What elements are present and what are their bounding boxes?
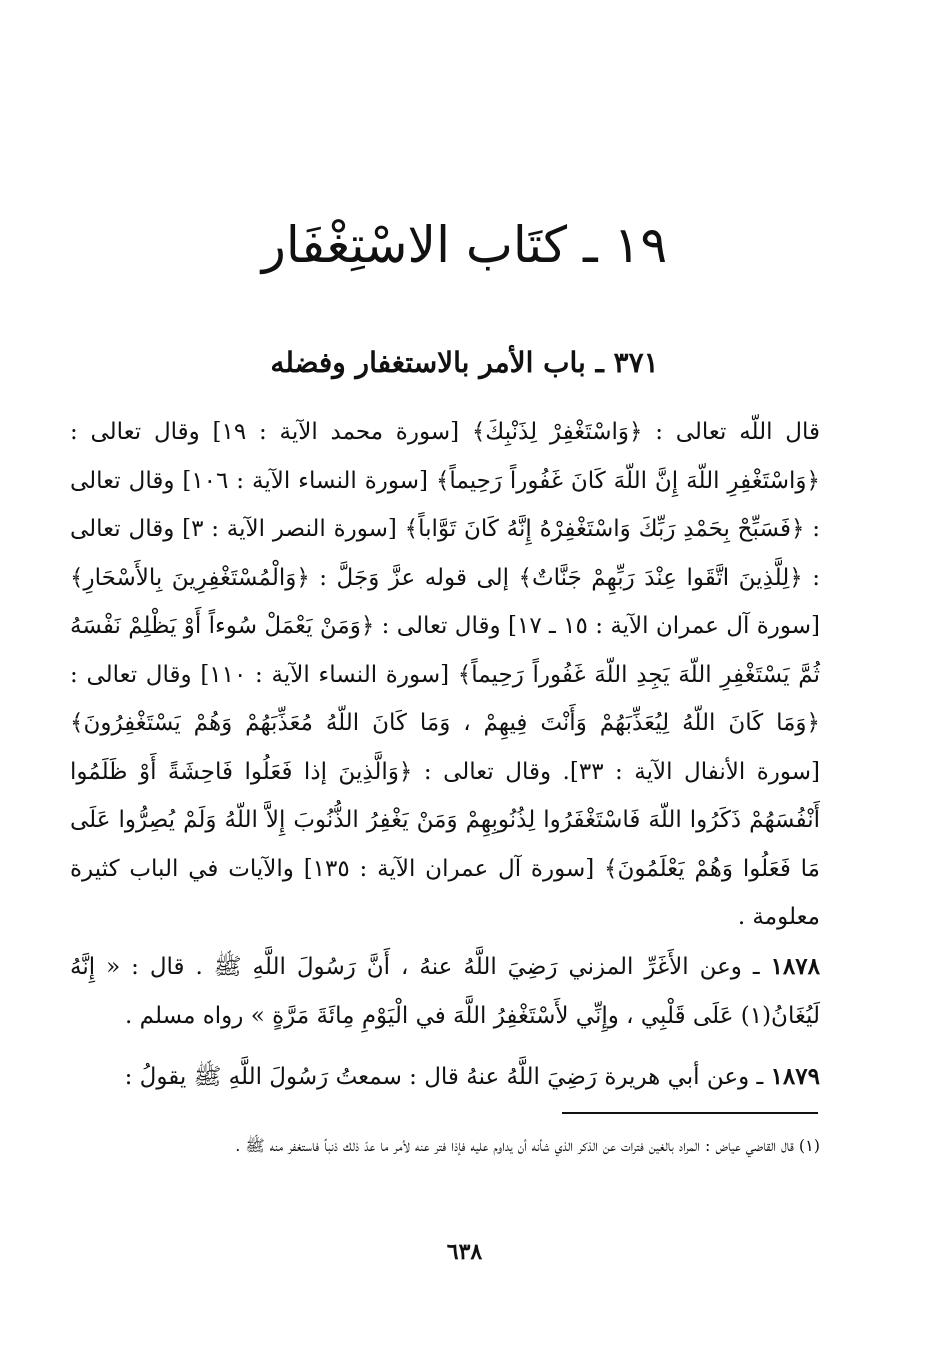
footnote: (١) قال القاضي عياض : المراد بالغين فترات عن الذكر الذي شأنه أن يداوم عليه فإذا فتر عنه لأمر ما عدّ ذلك ذنباً فاستغفر منه ﷺ .: [235, 1136, 820, 1155]
page-number: ٦٣٨: [446, 1239, 483, 1265]
hadith-1879: [70, 1053, 820, 1102]
hadith-text: ـ وعن الأَغَرِّ المزني رَضِيَ اللَّهُ عنهُ ، أَنَّ رَسُولَ اللَّهِ ﷺ . قال : « إِنَّهُ لَيُغَانُ(١) عَلَى قَلْبِي ، وإِنِّي لأَسْتَغْفِرُ اللَّهَ في الْيَوْمِ مِائَةَ مَرَّةٍ » رواه مسلم .: [70, 954, 820, 1029]
hadith-number: ١٨٧٩: [770, 1063, 820, 1090]
hadith-text: ـ وعن أبي هريرة رَضِيَ اللَّهُ عنهُ قال : سمعتُ رَسُولَ اللَّهِ ﷺ يقولُ :: [124, 1064, 764, 1090]
body-paragraph: قال اللّه تعالى : ﴿وَاسْتَغْفِرْ لِذَنْبِكَ﴾ [سورة محمد الآية : ١٩] وقال تعالى : ﴿وَاسْتَغْفِرِ اللّهَ إِنَّ اللّهَ كَانَ غَفُوراً رَحِيماً﴾ [سورة النساء الآية : ١٠٦] وقال تعالى : ﴿فَسَبِّحْ بِحَمْدِ رَبِّكَ وَاسْتَغْفِرْهُ إِنَّهُ كَانَ تَوَّاباً﴾ [سورة النصر الآية : ٣] وقال تعالى : ﴿لِلَّذِينَ اتَّقَوا عِنْدَ رَبِّهِمْ جَنَّاتٌ﴾ إلى قوله عزَّ وَجَلَّ : ﴿وَالْمُسْتَغْفِرِينَ بِالأَسْحَارِ﴾ [سورة آل عمران الآية : ١٥ ـ ١٧] وقال تعالى : ﴿وَمَنْ يَعْمَلْ سُوءاً أَوْ يَظْلِمْ نَفْسَهُ ثُمَّ يَسْتَغْفِرِ اللّهَ يَجِدِ اللّهَ غَفُوراً رَحِيماً﴾ [سورة النساء الآية : ١١٠] وقال تعالى : ﴿وَمَا كَانَ اللّهُ لِيُعَذِّبَهُمْ وَأَنْتَ فِيهِمْ ، وَمَا كَانَ اللّهُ مُعَذِّبَهُمْ وَهُمْ يَسْتَغْفِرُونَ﴾ [سورة الأنفال الآية : ٣٣]. وقال تعالى : ﴿وَالَّذِينَ إذا فَعَلُوا فَاحِشَةً أَوْ ظَلَمُوا أَنْفُسَهُمْ ذَكَرُوا اللّهَ فَاسْتَغْفَرُوا لِذُنُوبِهِمْ وَمَنْ يَغْفِرُ الذُّنُوبَ إِلاَّ اللّهُ وَلَمْ يُصِرُّوا عَلَى مَا فَعَلُوا وَهُمْ يَعْلَمُونَ﴾ [سورة آل عمران الآية : ١٣٥] والآيات في الباب كثيرة معلومة .: [70, 419, 821, 930]
section-heading: ٣٧١ ـ باب الأمر بالاستغفار وفضله: [270, 346, 659, 379]
book-title: ١٩ ـ كتَاب الاسْتِغْفَار: [261, 216, 668, 274]
footnote-divider: [562, 1112, 818, 1114]
hadith-1878: [70, 943, 820, 1040]
hadith-number: ١٨٧٨: [770, 953, 820, 980]
